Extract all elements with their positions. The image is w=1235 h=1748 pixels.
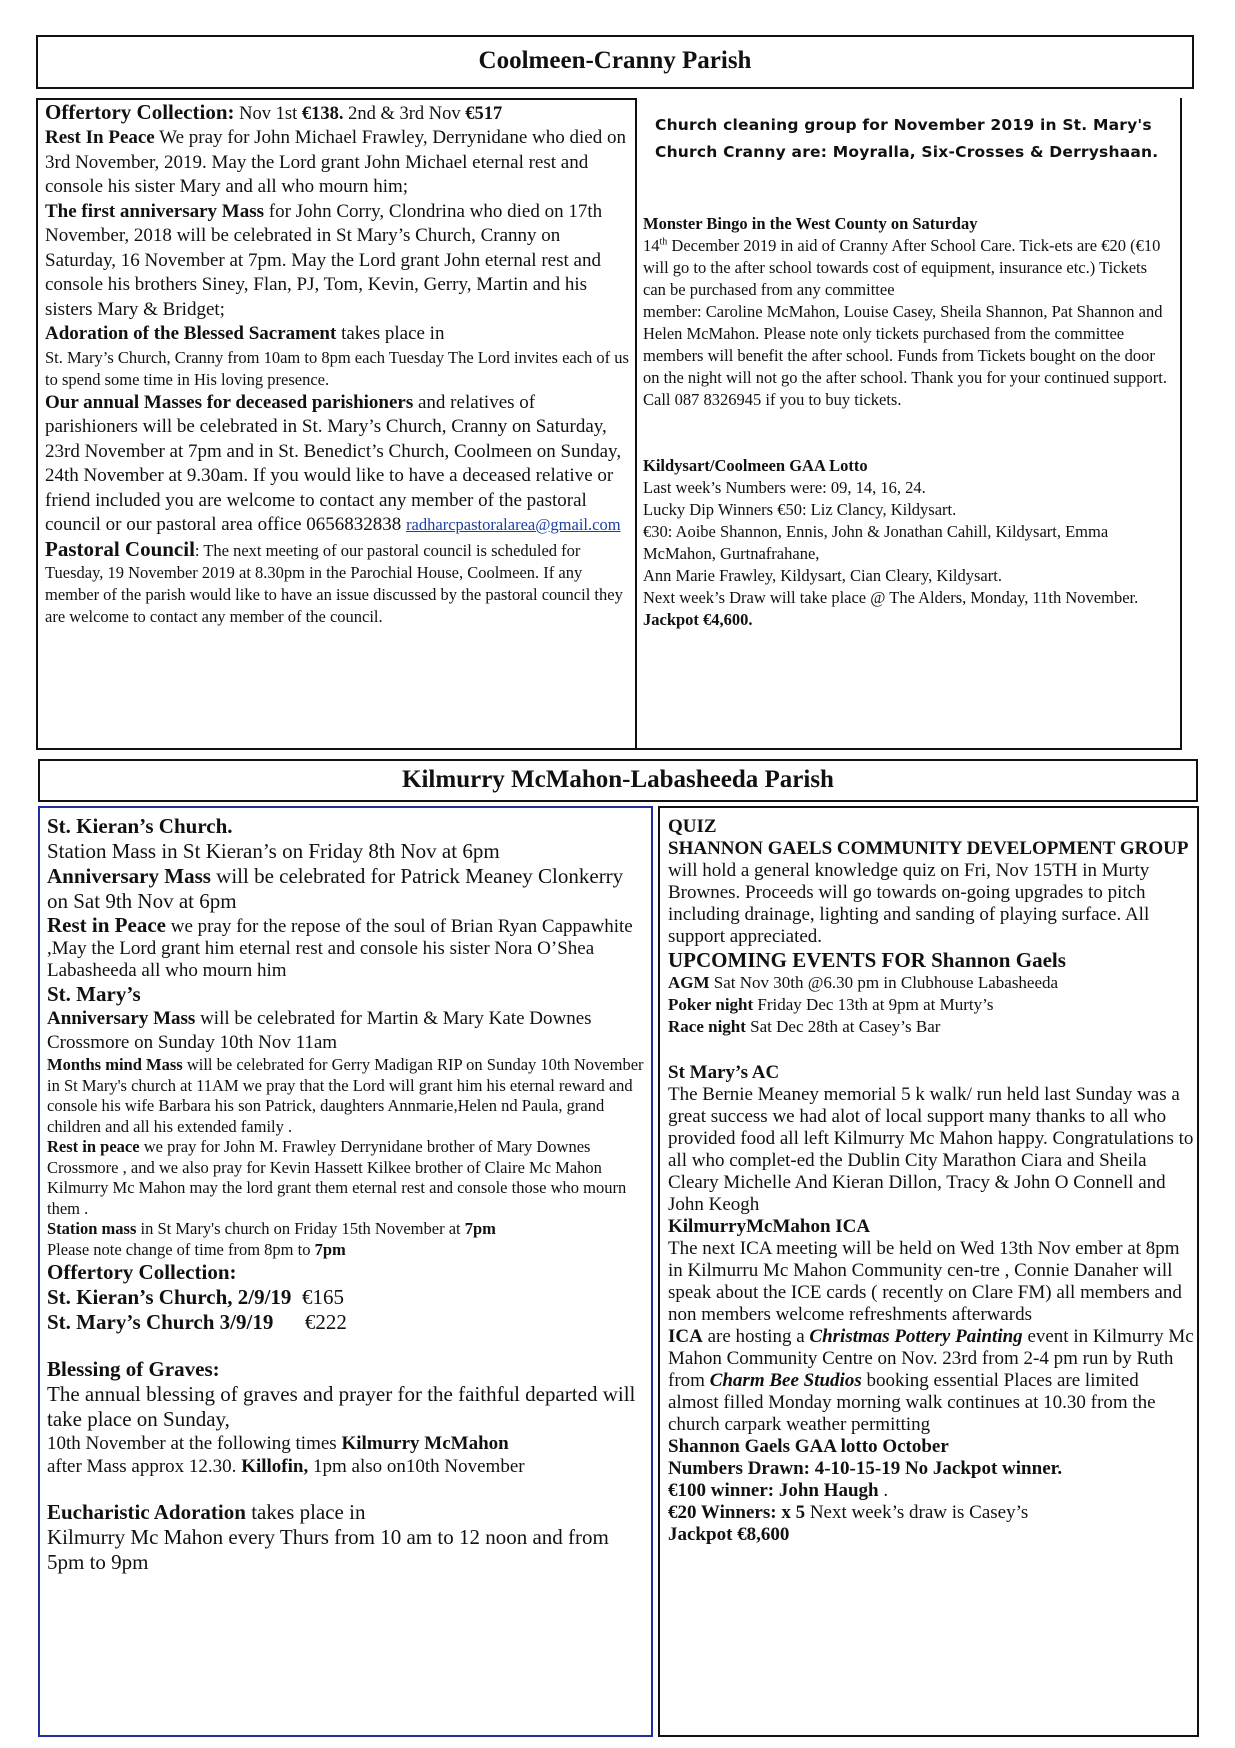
blessing-graves-paragraph: The annual blessing of graves and prayer for the faithful departed will take place on Sunday,	[47, 1382, 636, 1431]
offertory-kierans-amount: €165	[291, 1285, 344, 1309]
ica-pottery-paragraph	[668, 1326, 1194, 1436]
months-mind-label: Months mind Mass	[47, 1055, 183, 1074]
anniversary-paragraph	[45, 200, 630, 323]
pastoral-council-text: : The next meeting of our pastoral council is scheduled for Tuesday, 19 November 2019 at 8.30pm in the Parochial House, Coolmeen. If any member of the parish would like to have an issue discussed by the pastoral council they are welcome to contact any member of the council.	[45, 540, 623, 626]
blessing-graves-text-3: after Mass approx 12.30.	[47, 1456, 242, 1477]
adoration-heading	[45, 322, 630, 347]
coolmeen-left-content	[45, 101, 630, 746]
annual-masses-label: Our annual Masses for deceased parishioners	[45, 391, 414, 413]
gaa-lotto-numbers-text: Numbers Drawn: 4-10-15-19 No Jackpot winner.	[668, 1458, 1063, 1479]
poker-night-text: Friday Dec 13th at 9pm at Murty’s	[753, 995, 994, 1014]
kilmurry-left-content	[47, 814, 649, 1732]
bingo-paragraph-2: member: Caroline McMahon, Louise Casey, Sheila Shannon, Pat Shannon and Helen McMahon. Please note only tickets purchased from the committee members will benefit the after school. Funds from Tickets bought on the door on the night will not go the after school. Thank you for your continued support. Call 087 8326945 if you to buy tickets.	[643, 302, 1167, 409]
quiz-title	[668, 816, 1194, 838]
cleaning-group-notice	[655, 112, 1195, 192]
anniversary-mass-paragraph	[47, 864, 649, 914]
lotto-jackpot	[643, 609, 1173, 631]
spacer	[47, 1478, 649, 1500]
anniversary-label: The first anniversary Mass	[45, 200, 265, 222]
blessing-graves-title-text: Blessing of Graves:	[47, 1357, 220, 1381]
anniversary-mass-2-paragraph	[47, 1007, 649, 1055]
bingo-paragraph	[643, 235, 1173, 301]
spacer	[47, 1335, 649, 1357]
rest-in-peace-2-paragraph	[47, 1137, 649, 1219]
st-marys-title	[47, 982, 649, 1007]
offertory-title-text: Offertory Collection:	[47, 1260, 237, 1284]
months-mind-text: will be celebrated for Gerry Madigan RIP on Sunday 10th November in St Mary's church at 11AM we pray that the Lord will grant him his eternal reward and console his wife Barbara his son Patrick, daughters Annmarie,Helen nd Paula, grand children and all his extended family .	[47, 1055, 644, 1136]
blessing-graves-killofin: Killofin,	[241, 1456, 309, 1477]
offertory-text: Nov 1st	[234, 104, 302, 124]
gaa-lotto-20-next: Next week’s draw is Casey’s	[805, 1502, 1029, 1523]
offertory-title	[47, 1260, 649, 1285]
poker-night-label: Poker night	[668, 995, 754, 1014]
adoration-paragraph: St. Mary’s Church, Cranny from 10am to 8pm each Tuesday The Lord invites each of us to spend some time in His loving presence.	[45, 347, 629, 389]
race-night-text: Sat Dec 28th at Casey’s Bar	[745, 1017, 941, 1036]
cleaning-group-text: Church cleaning group for November 2019 in St. Mary's Church Cranny are: Moyralla, Six-Crosses & Derryshaan.	[655, 116, 1159, 161]
gaa-lotto-20-text: €20 Winners: x 5	[668, 1502, 806, 1523]
shannon-gaels-paragraph	[668, 838, 1194, 948]
annual-masses-text: and relatives of parishioners will be celebrated in St. Mary’s Church, Cranny on Saturday, 23rd November at 7pm and in St. Benedict’s Church, Coolmeen on Sunday, 24th November at 9.30am. If you would like to have a deceased relative or friend included you are welcome to contact any member of the pastoral council or our pastoral area office 0656832838	[45, 391, 622, 535]
ica-paragraph: The next ICA meeting will be held on Wed 13th Nov ember at 8pm in Kilmurru Mc Mahon Community cen-tre , Connie Danaher will speak about the ICE cards ( recently on Clare FM) all members and non members welcome refreshments afterwards	[668, 1238, 1182, 1325]
gaa-lotto-100-end: .	[878, 1480, 889, 1501]
offertory-amount-1: €138.	[301, 104, 344, 124]
adoration-label: Adoration of the Blessed Sacrament	[45, 323, 337, 344]
gaa-lotto-100	[668, 1480, 1194, 1502]
eucharistic-adoration-heading	[47, 1500, 649, 1525]
lotto-title	[643, 455, 1173, 477]
ica-pottery-text-3: booking essential Places are limited almost filled Monday morning walk continues at 10.30 from the church carpark weather permitting	[668, 1370, 1156, 1435]
anniversary-mass-2-text: will be celebrated for Martin & Mary Kate Downes Crossmore on Sunday 10th Nov 11am	[47, 1008, 592, 1053]
gaa-lotto-numbers	[668, 1458, 1194, 1480]
ica-pottery-studio: Charm Bee Studios	[709, 1370, 862, 1391]
bingo-title-text: Monster Bingo in the West County on Saturday	[643, 214, 978, 233]
eucharistic-adoration-text: takes place in	[245, 1500, 366, 1524]
rest-in-peace-2-label: Rest in peace	[47, 1137, 140, 1156]
rest-in-peace-text: we pray for the repose of the soul of Brian Ryan Cappawhite ,May the Lord grant him eternal rest and console his sister Nora O’Shea Labasheeda all who mourn him	[47, 916, 633, 981]
spacer	[643, 411, 1173, 455]
ica-pottery-label: ICA	[668, 1326, 703, 1347]
rest-in-peace-paragraph	[47, 914, 649, 982]
eucharistic-adoration-paragraph: Kilmurry Mc Mahon every Thurs from 10 am to 12 noon and from 5pm to 9pm	[47, 1525, 609, 1574]
spacer	[668, 1038, 1194, 1062]
months-mind-paragraph	[47, 1055, 649, 1137]
pastoral-council-label: Pastoral Council	[45, 536, 195, 561]
anniversary-text: for John Corry, Clondrina who died on 17th November, 2018 will be celebrated in St Mary’s Church, Cranny on Saturday, 16 November at 7pm. May the Lord grant John eternal rest and console his brothers Siney, Flan, PJ, Tom, Kevin, Gerry, Martin and his sisters Mary & Bridget;	[45, 200, 603, 320]
upcoming-events-title	[668, 948, 1194, 972]
race-night-label: Race night	[668, 1017, 746, 1036]
lotto-title-text: Kildysart/Coolmeen GAA Lotto	[643, 456, 868, 475]
offertory-label: Offertory Collection:	[45, 101, 235, 124]
pastoral-council-paragraph	[45, 538, 630, 628]
rip-text: We pray for John Michael Frawley, Derrynidane who died on 3rd November, 2019. May the Lord grant John Michael eternal rest and console his sister Mary and all who mourn him;	[45, 127, 626, 197]
section-title-kilmurry	[38, 759, 1198, 802]
agm-line	[668, 972, 1194, 994]
shannon-gaels-text: will hold a general knowledge quiz on Fri, Nov 15TH in Murty Brownes. Proceeds will go towards on-going upgrades to pitch including drainage, lighting and sanding of playing surface. All support appreciated.	[668, 860, 1150, 947]
station-mass-2-note: Please note change of time from 8pm to	[47, 1239, 315, 1259]
quiz-title-text: QUIZ	[668, 816, 717, 837]
ica-pottery-text-2: event in Kilmurry Mc Mahon Community Centre on Nov. 23rd from 2-4 pm run by Ruth from	[668, 1326, 1194, 1391]
station-mass-2-new-time: 7pm	[314, 1239, 346, 1259]
pastoral-email-link[interactable]: radharcpastoralarea@gmail.com	[406, 515, 621, 534]
agm-label: AGM	[668, 973, 710, 992]
gaa-lotto-jackpot-text: Jackpot €8,600	[668, 1524, 790, 1545]
st-marys-ac-title-text: St Mary’s AC	[668, 1062, 780, 1083]
st-kierans-title	[47, 814, 649, 839]
gaa-lotto-title	[668, 1436, 1194, 1458]
offertory-text-2: 2nd & 3rd Nov	[343, 104, 466, 124]
offertory-marys-amount: €222	[273, 1310, 347, 1334]
gaa-lotto-jackpot	[668, 1524, 1194, 1546]
anniversary-mass-text: will be celebrated for Patrick Meaney Clonkerry on Sat 9th Nov at 6pm	[47, 864, 624, 913]
gaa-lotto-20	[668, 1502, 1194, 1524]
station-mass-2-paragraph	[47, 1219, 649, 1260]
section-title-text-2: Kilmurry McMahon-Labasheeda Parish	[402, 766, 834, 793]
upcoming-events-text: UPCOMING EVENTS FOR Shannon Gaels	[668, 948, 1066, 972]
offertory-kierans	[47, 1285, 649, 1310]
lotto-line-3: €30: Aoibe Shannon, Ennis, John & Jonathan Cahill, Kildysart, Emma McMahon, Gurtnafrahane,	[643, 522, 1109, 563]
st-marys-ac-title	[668, 1062, 1194, 1084]
rip-paragraph	[45, 126, 630, 200]
ica-title	[668, 1216, 1194, 1238]
lotto-line-1: Last week’s Numbers were: 09, 14, 16, 24.	[643, 478, 926, 497]
bingo-day: 14	[643, 236, 660, 255]
section-title-text: Coolmeen-Cranny Parish	[478, 47, 752, 74]
agm-text: Sat Nov 30th @6.30 pm in Clubhouse Labasheeda	[709, 973, 1059, 992]
station-mass-2-text: in St Mary's church on Friday 15th November at	[136, 1219, 465, 1238]
blessing-graves-text-2: 10th November at the following times	[47, 1433, 342, 1454]
lotto-line-4: Ann Marie Frawley, Kildysart, Cian Cleary, Kildysart.	[643, 566, 1002, 585]
annual-masses-paragraph	[45, 391, 630, 538]
kilmurry-right-content	[668, 816, 1194, 1732]
blessing-graves-text-4: 1pm also on10th November	[308, 1456, 525, 1477]
rest-in-peace-2-text: we pray for John M. Frawley Derrynidane brother of Mary Downes Crossmore , and we also pray for Kevin Hassett Kilkee brother of Claire Mc Mahon Kilmurry Mc Mahon may the lord grant them eternal rest and console those who mourn them .	[47, 1137, 627, 1218]
bingo-title	[643, 213, 1173, 235]
offertory-amount-2: €517	[465, 104, 503, 124]
poker-night-line	[668, 994, 1194, 1016]
st-marys-title-text: St. Mary’s	[47, 982, 141, 1006]
st-kierans-title-text: St. Kieran’s Church.	[47, 814, 233, 838]
station-mass-2-label: Station mass	[47, 1219, 137, 1238]
bingo-day-suffix: th	[659, 236, 668, 248]
bingo-text: December 2019 in aid of Cranny After School Care. Tick-ets are €20 (€10 will go to the after school towards cost of equipment, insurance etc.) Tickets can be purchased from any committee	[643, 236, 1161, 299]
st-marys-ac-paragraph: The Bernie Meaney memorial 5 k walk/ run held last Sunday was a great success we had alot of local support many thanks to all who provided food all left Kilmurry Mc Mahon happy. Congratulations to all who complet-ed the Dublin City Marathon Ciara and Sheila Cleary Michelle And Kieran Dillon, Tracy & John O Connell and John Keogh	[668, 1084, 1194, 1215]
rip-label: Rest In Peace	[45, 127, 155, 148]
station-mass-2-time: 7pm	[464, 1219, 496, 1238]
offertory-paragraph	[45, 101, 630, 126]
race-night-line	[668, 1016, 1194, 1038]
adoration-text-1: takes place in	[336, 323, 445, 344]
offertory-marys	[47, 1310, 649, 1335]
ica-pottery-text-1: are hosting a	[702, 1326, 810, 1347]
anniversary-mass-2-label: Anniversary Mass	[47, 1008, 196, 1029]
station-mass-line: Station Mass in St Kieran’s on Friday 8th Nov at 6pm	[47, 839, 500, 863]
lotto-line-5: Next week’s Draw will take place @ The Alders, Monday, 11th November.	[643, 588, 1139, 607]
offertory-kierans-label: St. Kieran’s Church, 2/9/19	[47, 1285, 292, 1309]
coolmeen-right-content	[643, 213, 1173, 713]
blessing-graves-kilmurry: Kilmurry McMahon	[341, 1433, 509, 1454]
eucharistic-adoration-label: Eucharistic Adoration	[47, 1500, 246, 1524]
anniversary-mass-label: Anniversary Mass	[47, 864, 211, 888]
gaa-lotto-title-text: Shannon Gaels GAA lotto October	[668, 1436, 949, 1457]
ica-pottery-event: Christmas Pottery Painting	[809, 1326, 1023, 1347]
blessing-graves-title	[47, 1357, 649, 1382]
offertory-marys-label: St. Mary’s Church 3/9/19	[47, 1310, 274, 1334]
lotto-jackpot-text: Jackpot €4,600.	[643, 610, 753, 629]
gaa-lotto-100-text: €100 winner: John Haugh	[668, 1480, 879, 1501]
rest-in-peace-label: Rest in Peace	[47, 913, 166, 937]
lotto-line-2: Lucky Dip Winners €50: Liz Clancy, Kildysart.	[643, 500, 957, 519]
shannon-gaels-label: SHANNON GAELS COMMUNITY DEVELOPMENT GROUP	[668, 838, 1189, 859]
section-title-coolmeen	[36, 35, 1194, 89]
blessing-graves-times	[47, 1432, 649, 1478]
ica-title-text: KilmurryMcMahon ICA	[668, 1216, 871, 1237]
